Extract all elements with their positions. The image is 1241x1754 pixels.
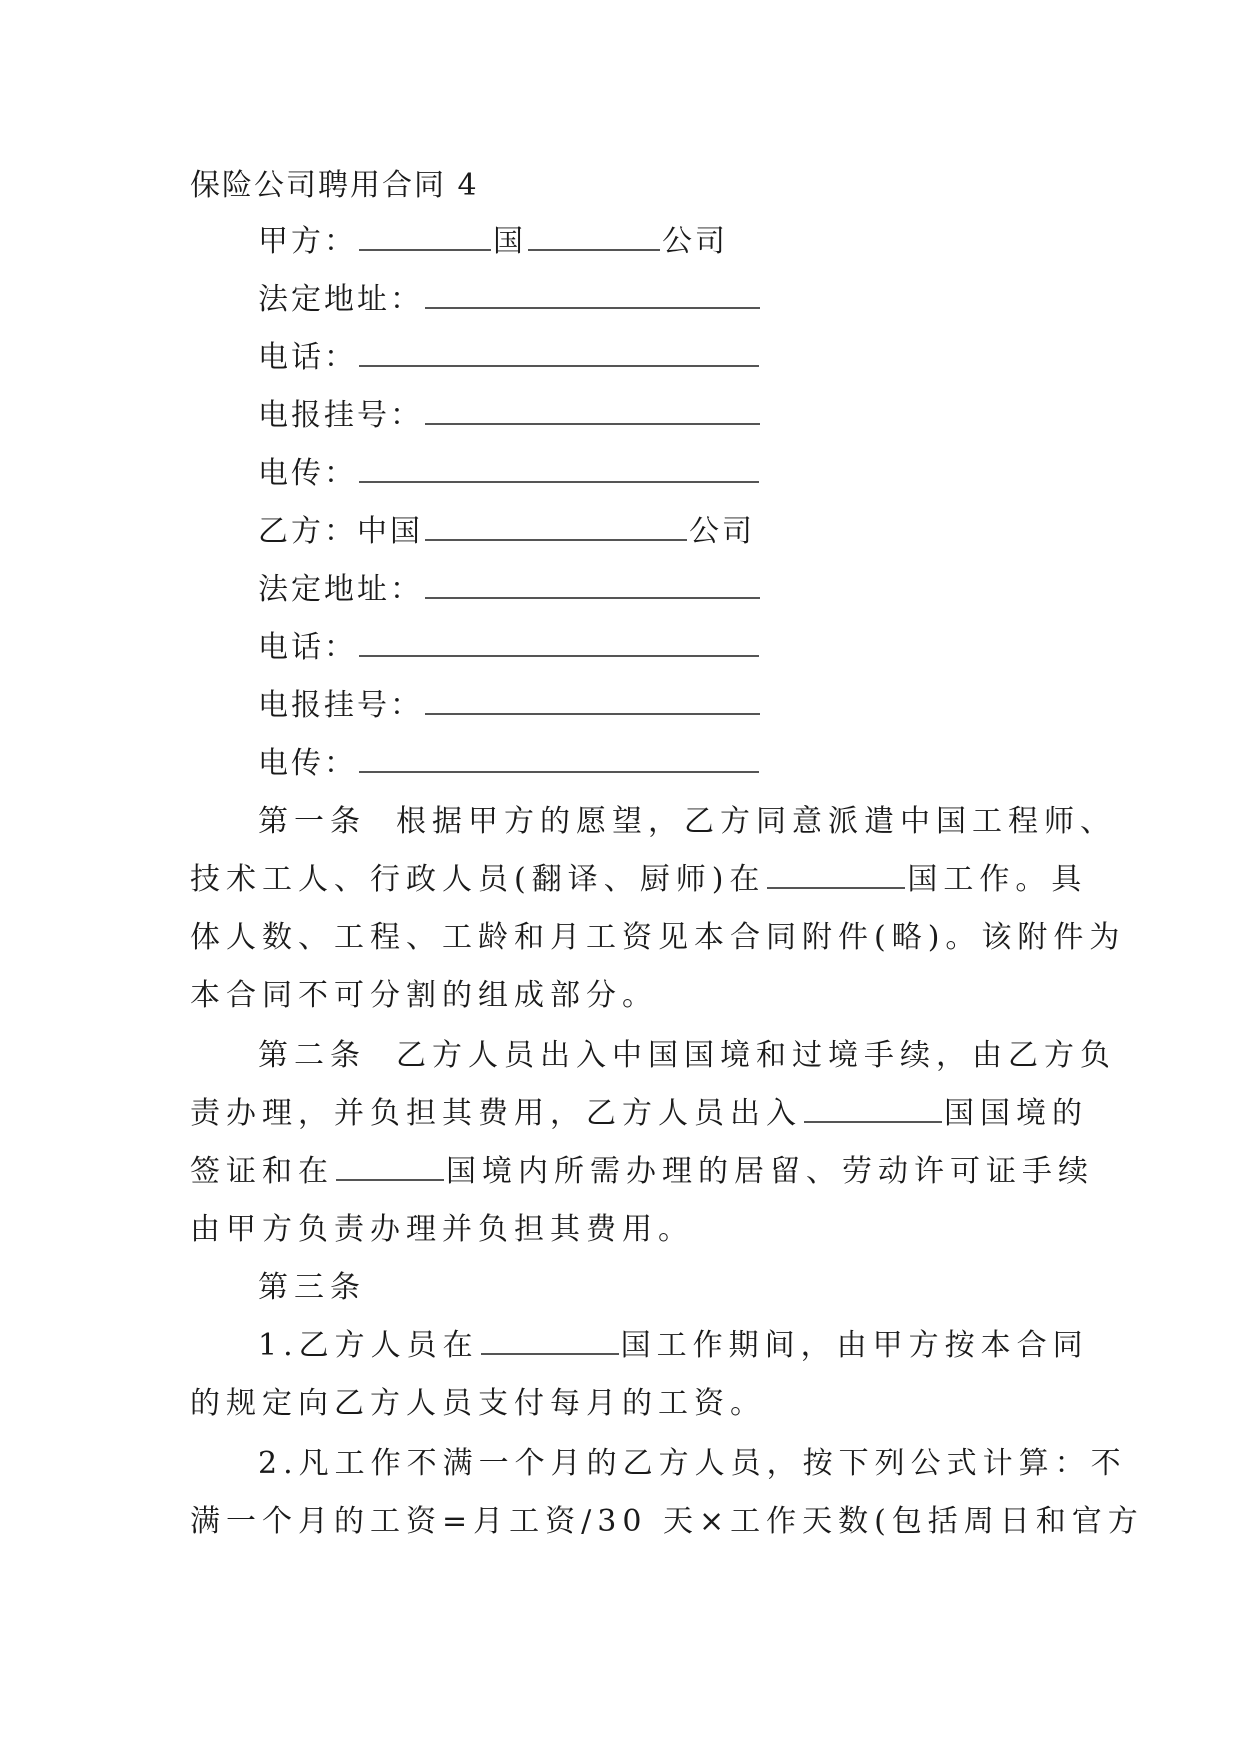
party-a-phone-blank — [359, 339, 759, 367]
party-b-address-blank — [425, 571, 760, 599]
document-title: 保险公司聘用合同 4 — [190, 168, 479, 203]
party-b-phone-line — [258, 628, 761, 668]
article3-heading: 第三条 — [258, 1270, 366, 1305]
article2-country-blank-2 — [336, 1153, 444, 1181]
party-a-telegraph-line — [258, 396, 762, 436]
party-a-address-label: 法定地址： — [258, 282, 423, 317]
article2-line2-before: 责办理，并负担其费用，乙方人员出入 — [190, 1096, 802, 1131]
article3-item2-line2: 满一个月的工资=月工资/30 天×工作天数(包括周日和官方 — [190, 1504, 1144, 1539]
party-b-fax-blank — [359, 745, 759, 773]
article1-line2-after: 国工作。具 — [907, 862, 1088, 897]
article1-country-blank — [767, 861, 905, 889]
article3-item1-line1 — [258, 1326, 1089, 1366]
party-a-line — [258, 222, 728, 262]
article3-country-blank — [481, 1327, 619, 1355]
article2-line2 — [190, 1094, 1088, 1134]
party-b-telegraph-line — [258, 686, 762, 726]
party-b-address-line — [258, 570, 762, 610]
article2-country-blank — [804, 1095, 942, 1123]
party-a-fax-line — [258, 454, 761, 494]
article1-line3: 体人数、工程、工龄和月工资见本合同附件(略)。该附件为 — [190, 920, 1126, 955]
article2-line3-before: 签证和在 — [190, 1154, 334, 1189]
party-a-phone-line — [258, 338, 761, 378]
party-a-label: 甲方： — [258, 224, 357, 259]
article2-text: 乙方人员出入中国国境和过境手续，由乙方负 — [396, 1038, 1116, 1073]
article1-text: 根据甲方的愿望，乙方同意派遣中国工程师、 — [396, 804, 1116, 839]
party-b-company-blank — [425, 513, 687, 541]
article3-item1-after: 国工作期间，由甲方按本合同 — [620, 1328, 1089, 1363]
party-b-fax-label: 电传： — [258, 746, 357, 781]
article1-line1 — [258, 802, 1116, 842]
party-b-phone-label: 电话： — [258, 630, 357, 665]
article3-item1-line2: 的规定向乙方人员支付每月的工资。 — [190, 1386, 766, 1421]
article1-line2-before: 技术工人、行政人员(翻译、厨师)在 — [190, 862, 766, 897]
article1-heading: 第一条 — [258, 804, 366, 839]
article2-line4: 由甲方负责办理并负担其费用。 — [190, 1212, 694, 1247]
party-b-line — [258, 512, 755, 552]
party-a-phone-label: 电话： — [258, 340, 357, 375]
article2-line3 — [190, 1152, 1094, 1192]
article2-line3-after: 国境内所需办理的居留、劳动许可证手续 — [446, 1154, 1094, 1189]
party-a-country-blank — [359, 223, 491, 251]
party-a-telegraph-label: 电报挂号： — [258, 398, 423, 433]
party-b-telegraph-label: 电报挂号： — [258, 688, 423, 723]
party-b-fax-line — [258, 744, 761, 784]
party-b-telegraph-blank — [425, 687, 760, 715]
party-b-address-label: 法定地址： — [258, 572, 423, 607]
party-a-address-blank — [425, 281, 760, 309]
party-a-telegraph-blank — [425, 397, 760, 425]
article3-item2-line1: 2.凡工作不满一个月的乙方人员，按下列公式计算：不 — [258, 1446, 1127, 1481]
article2-heading: 第二条 — [258, 1038, 366, 1073]
party-b-label: 乙方：中国 — [258, 514, 423, 549]
article1-line4: 本合同不可分割的组成部分。 — [190, 978, 658, 1013]
party-a-company-suffix: 公司 — [662, 224, 728, 259]
party-a-address-line — [258, 280, 762, 320]
party-a-fax-label: 电传： — [258, 456, 357, 491]
article2-line2-after: 国国境的 — [944, 1096, 1088, 1131]
article3-item1-before: 1.乙方人员在 — [258, 1328, 479, 1363]
party-a-country-suffix: 国 — [493, 224, 526, 259]
article2-line1 — [258, 1036, 1116, 1076]
party-a-company-blank — [528, 223, 660, 251]
party-a-fax-blank — [359, 455, 759, 483]
party-b-company-suffix: 公司 — [689, 514, 755, 549]
party-b-phone-blank — [359, 629, 759, 657]
article1-line2 — [190, 860, 1087, 900]
